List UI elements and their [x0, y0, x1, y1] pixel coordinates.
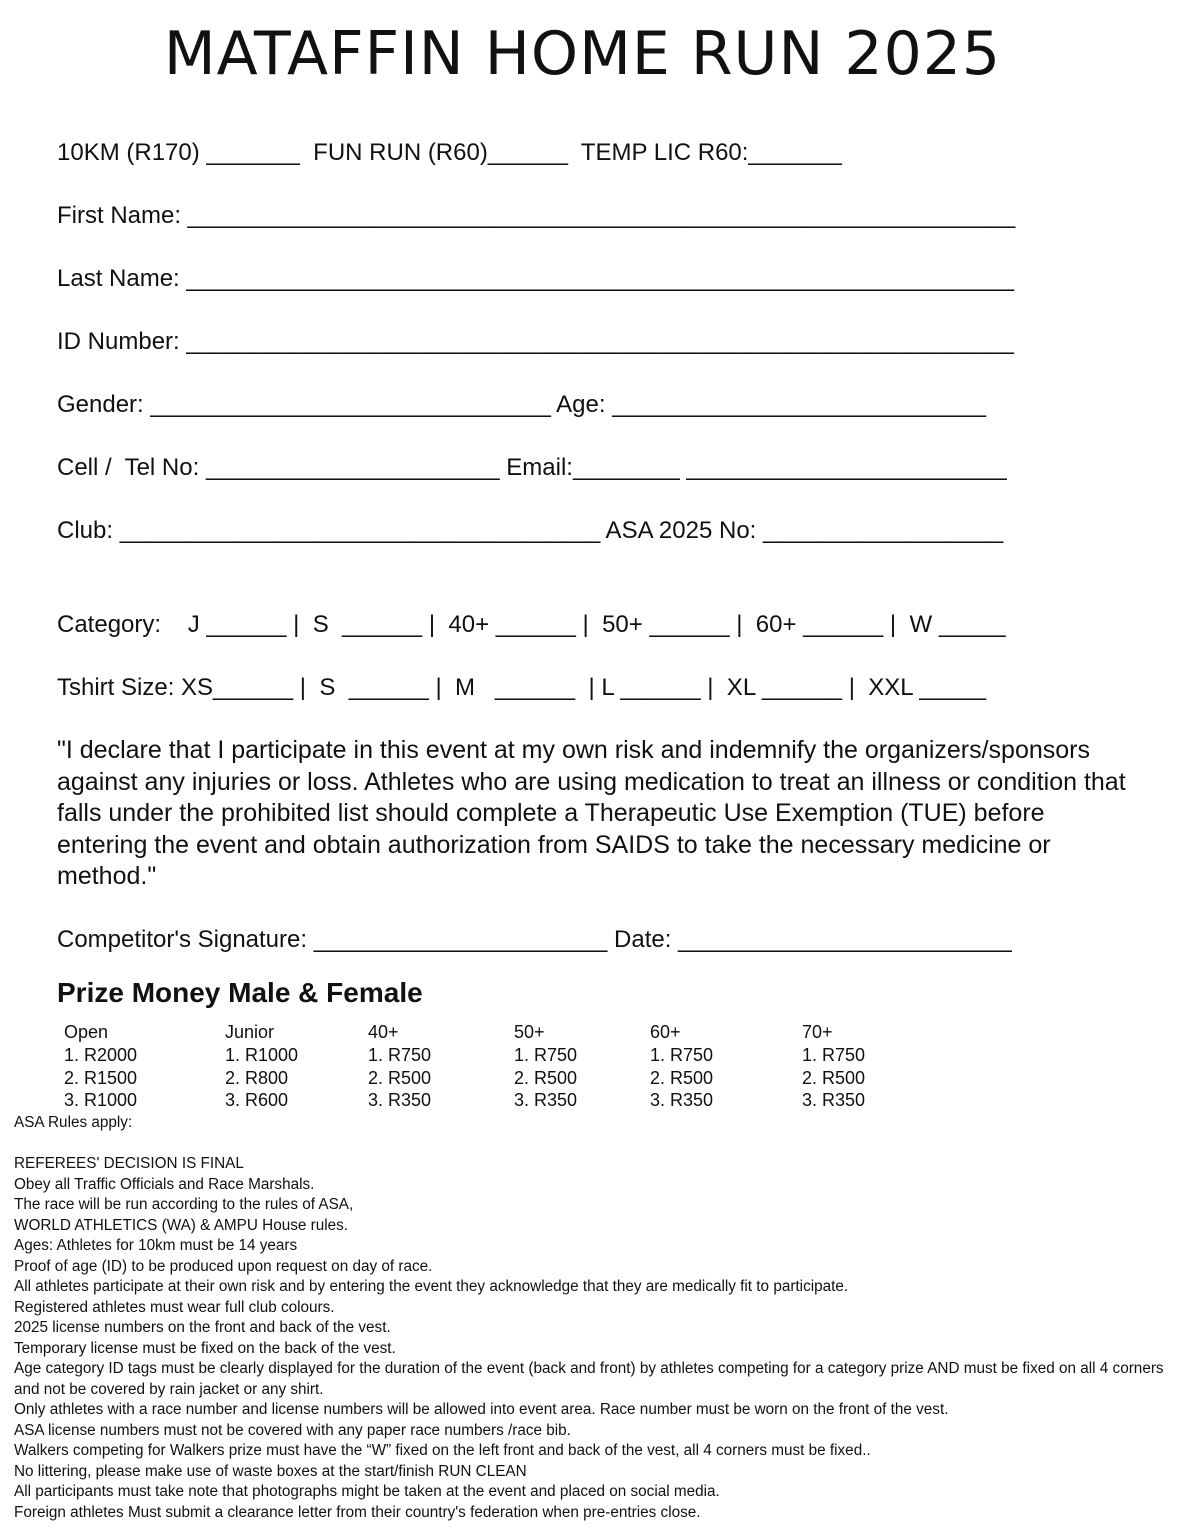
cell-email-field: Cell / Tel No: ______________________ Email:________ ________________________ — [57, 454, 1007, 481]
prize-column-40-plus — [368, 1021, 431, 1112]
declaration-text: "I declare that I participate in this event at my own risk and indemnify the organizers/sponsors against any injuries or loss. Athletes who are using medication to treat an illness or condition that falls under the prohibited list should complete a Therapeutic Use Exemption (TUE) before entering the event and obtain authorization from SAIDS to take the necessary medicine or method." — [57, 736, 1126, 890]
rule-line: All athletes participate at their own risk and by entering the event they acknowledge that they are medically fit to participate. — [14, 1278, 849, 1295]
prize-item: 1. R1000 — [225, 1044, 299, 1065]
rule-line: Obey all Traffic Officials and Race Marshals. — [14, 1175, 315, 1193]
prize-column-junior — [225, 1021, 298, 1112]
id-number-field: ID Number: ______________________________________________________________ — [57, 328, 1014, 355]
first-name-field: First Name: ______________________________________________________________ — [57, 202, 1016, 229]
prize-column-heading: Open — [64, 1022, 109, 1042]
prize-column-50-plus — [514, 1021, 577, 1112]
rule-line: Proof of age (ID) to be produced upon request on day of race. — [14, 1257, 433, 1275]
prize-item: 1. R750 — [650, 1044, 714, 1065]
rule-spacer — [14, 1134, 1179, 1155]
prize-item: 3. R1000 — [64, 1090, 138, 1111]
prize-item: 3. R350 — [368, 1090, 432, 1111]
rule-line: Ages: Athletes for 10km must be 14 years — [14, 1237, 298, 1254]
rule-line: Age category ID tags must be clearly displayed for the duration of the event (back and front) by athletes competing for a category prize AND must be fixed on all 4 corners and not be covered by rain jacket or any shirt. — [14, 1360, 1164, 1398]
club-asa-field: Club: ____________________________________ ASA 2025 No: __________________ — [57, 517, 1004, 544]
prize-column-heading: 70+ — [802, 1022, 833, 1042]
rules-section — [14, 1113, 1179, 1523]
prize-item: 3. R350 — [514, 1090, 578, 1111]
prize-item: 1. R2000 — [64, 1044, 138, 1065]
prize-column-heading: 60+ — [650, 1022, 681, 1042]
prize-column-open — [64, 1021, 137, 1112]
rule-line: WORLD ATHLETICS (WA) & AMPU House rules. — [14, 1216, 349, 1234]
rule-line: ASA license numbers must not be covered with any paper race numbers /race bib. — [14, 1421, 571, 1439]
prize-item: 1. R750 — [802, 1044, 866, 1065]
prize-column-heading: 40+ — [368, 1022, 399, 1042]
prize-money-title: Prize Money Male & Female — [57, 977, 423, 1008]
prize-item: 2. R500 — [802, 1067, 866, 1088]
rule-line: Temporary license must be fixed on the back of the vest. — [14, 1339, 396, 1357]
prize-item: 3. R350 — [802, 1090, 866, 1111]
prize-item: 2. R500 — [514, 1067, 578, 1088]
prize-column-heading: 50+ — [514, 1022, 545, 1042]
rule-line: ASA Rules apply: — [14, 1114, 133, 1131]
prize-column-heading: Junior — [225, 1022, 275, 1042]
prize-item: 1. R750 — [368, 1044, 432, 1065]
prize-column-70-plus — [802, 1021, 865, 1112]
gender-age-field: Gender: ______________________________ Age: ____________________________ — [57, 391, 986, 418]
prize-item: 3. R600 — [225, 1090, 289, 1111]
prize-item: 3. R350 — [650, 1090, 714, 1111]
prize-item: 2. R800 — [225, 1067, 289, 1088]
entry-options-line: 10KM (R170) _______ FUN RUN (R60)______ TEMP LIC R60:_______ — [57, 139, 842, 166]
prize-item: 1. R750 — [514, 1044, 578, 1065]
rule-line: The race will be run according to the rules of ASA, — [14, 1196, 354, 1213]
rule-line: All participants must take note that photographs might be taken at the event and placed on social media. — [14, 1483, 720, 1500]
rule-line: Registered athletes must wear full club colours. — [14, 1298, 335, 1316]
prize-item: 2. R500 — [650, 1067, 714, 1088]
tshirt-size-line: Tshirt Size: XS______ | S ______ | M ______ | L ______ | XL ______ | XXL _____ — [57, 674, 987, 701]
prize-column-60-plus — [650, 1021, 713, 1112]
category-line: Category: J ______ | S ______ | 40+ ______ | 50+ ______ | 60+ ______ | W _____ — [57, 611, 1006, 638]
page-title: MATAFFIN HOME RUN 2025 — [163, 19, 1002, 89]
prize-item: 2. R1500 — [64, 1067, 138, 1088]
rule-line: Only athletes with a race number and license numbers will be allowed into event area. Race number must be worn on the front of the vest. — [14, 1401, 949, 1418]
prize-item: 2. R500 — [368, 1067, 432, 1088]
rule-line: No littering, please make use of waste boxes at the start/finish RUN CLEAN — [14, 1462, 527, 1480]
last-name-field: Last Name: ______________________________________________________________ — [57, 265, 1014, 292]
rule-line: REFEREES' DECISION IS FINAL — [14, 1155, 244, 1172]
rule-line: 2025 license numbers on the front and back of the vest. — [14, 1319, 391, 1336]
signature-date-field: Competitor's Signature: ______________________ Date: _________________________ — [57, 926, 1012, 953]
rule-line: Foreign athletes Must submit a clearance letter from their country's federation when pre-entries close. — [14, 1503, 701, 1521]
rule-line: Walkers competing for Walkers prize must have the “W” fixed on the left front and back of the vest, all 4 corners must be fixed.. — [14, 1442, 871, 1459]
